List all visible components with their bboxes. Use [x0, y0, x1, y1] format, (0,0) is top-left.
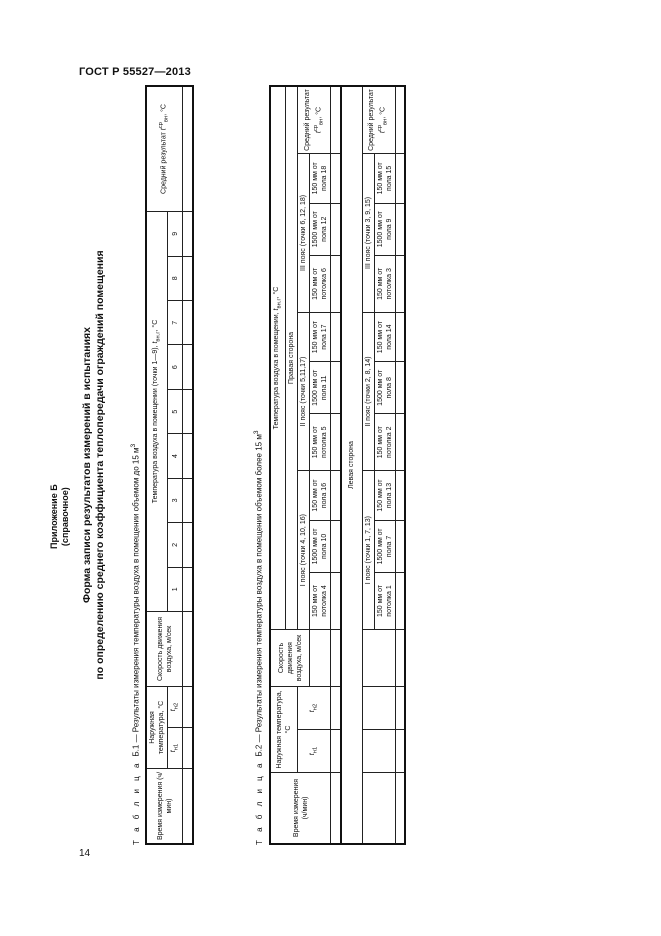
t2-left-zone-2: II пояс (точки 2, 8, 14): [362, 312, 374, 470]
table2-left-side-row: [341, 86, 363, 844]
table2-header-row3: [298, 86, 310, 844]
t1-col-mean: Средний результат $t^{ср}_{вн}$, °С: [146, 86, 183, 212]
t2-col-outdoor: Наружная температура, °С: [270, 687, 298, 773]
t2-right-cell: 150 мм от пола 16: [310, 471, 331, 521]
t2-left-cell: 150 мм от потолка 1: [374, 572, 395, 629]
t1-point: 1: [168, 567, 183, 611]
table2-label: Т а б л и ц а: [254, 760, 264, 845]
table2-empty-row2: [395, 86, 405, 844]
t2-left-cell: 1500 мм от пола 9: [374, 203, 395, 255]
form-title-line1: Форма записи результатов измерений в испытаниях: [81, 327, 93, 604]
table2-left-zones-row: [362, 86, 374, 844]
document-code: ГОСТ Р 55527—2013: [79, 66, 191, 78]
t2-right-zone-3: III пояс (точки 6, 12, 18): [298, 154, 310, 313]
t1-point: 7: [168, 301, 183, 345]
t2-right-cell: 150 мм от пола 18: [310, 154, 331, 204]
t2-left-cell: 150 мм от потолка 3: [374, 255, 395, 312]
t2-col-speed: Скорость движения воздуха, м/сек: [270, 630, 310, 687]
appendix-heading: [49, 484, 71, 549]
t1-col-outdoor: Наружная температура, °С: [146, 687, 168, 769]
t2-left-cell: 150 мм от потолка 2: [374, 414, 395, 471]
t2-right-cell: 1500 мм от пола 11: [310, 362, 331, 414]
table2-header-row1: [270, 86, 286, 844]
t2-right-mean: Средний результат $t^{ср}_{вн}$, °С: [298, 86, 331, 154]
table1-caption: Т а б л и ц аБ.1 — Результаты измерения температуры воздуха в помещении объемом до 15 $м^3$: [130, 443, 141, 845]
t2-left-cell: 150 мм от пола 14: [374, 312, 395, 362]
rotated-page-content: [45, 85, 605, 845]
t2-right-cell: 1500 мм от пола 10: [310, 520, 331, 572]
t2-left-zone-1: I пояс (точки 1, 7, 13): [362, 471, 374, 630]
t1-col-indoor: Температура воздуха в помещении (точки 1—9), $t_{вн.г}$, °С: [146, 212, 168, 612]
table2-empty-row1: [331, 86, 341, 844]
t2-left-cell: 150 мм от пола 13: [374, 471, 395, 521]
t2-right-cell: 1500 мм от пола 12: [310, 203, 331, 255]
t2-col-time: Время измерения (ч/мин): [270, 773, 331, 845]
appendix-title: Приложение Б: [49, 484, 59, 549]
t2-right-cell: 150 мм от потолка 5: [310, 414, 331, 471]
t2-left-side: Левая сторона: [341, 86, 363, 844]
t2-left-zone-3: III пояс (точки 3, 9, 15): [362, 154, 374, 313]
t2-col-indoor: Температура воздуха в помещении, $t_{вн.г}$, °С: [270, 86, 286, 630]
table-b1: [145, 85, 194, 845]
table2-caption: Т а б л и ц аБ.2 — Результаты измерения температуры воздуха в помещении объемом более 15 $м^3$: [253, 430, 264, 845]
t1-point: 6: [168, 345, 183, 389]
table-b2: [269, 85, 406, 845]
t2-col-tn1: $t_{н1}$: [298, 730, 331, 773]
t2-right-side: Правая сторона: [286, 86, 298, 630]
t2-empty-speed: [310, 630, 331, 687]
t2-right-cell: 150 мм от потолка 6: [310, 255, 331, 312]
t2-right-zone-1: I пояс (точки 4, 10, 16): [298, 471, 310, 630]
t2-left-cell: 150 мм от пола 15: [374, 154, 395, 204]
t1-point: 4: [168, 434, 183, 478]
t1-col-tn2: $t_{н2}$: [168, 687, 183, 728]
t1-point: 3: [168, 478, 183, 522]
table1-label: Т а б л и ц а: [131, 760, 141, 845]
t2-col-tn2: $t_{н2}$: [298, 687, 331, 730]
appendix-subtitle: (справочное): [60, 487, 70, 547]
page-number: 14: [79, 848, 91, 859]
t1-point: 8: [168, 256, 183, 300]
form-title-line2: по определению среднего коэффициента теплопередачи ограждений помещения: [94, 250, 106, 680]
t2-left-cell: 1500 мм от пола 8: [374, 362, 395, 414]
table1-header-row1: [146, 86, 168, 844]
t1-col-tn1: $t_{н1}$: [168, 728, 183, 769]
table1-empty-row: [183, 86, 193, 844]
t1-point: 9: [168, 212, 183, 257]
t1-col-speed: Скорость движения воздуха, м/сек: [146, 612, 183, 687]
t2-left-mean: Средний результат $t^{ср}_{вн}$, °С: [362, 86, 395, 154]
t2-right-cell: 150 мм от пола 17: [310, 312, 331, 362]
t2-left-cell: 1500 мм от пола 7: [374, 520, 395, 572]
t1-col-time: Время измерения (ч/мин): [146, 769, 183, 845]
t2-right-cell: 150 мм от потолка 4: [310, 572, 331, 629]
t1-point: 5: [168, 389, 183, 433]
t1-point: 2: [168, 523, 183, 567]
t2-right-zone-2: II пояс (точки 5,11,17): [298, 312, 310, 470]
form-title: [81, 145, 107, 785]
